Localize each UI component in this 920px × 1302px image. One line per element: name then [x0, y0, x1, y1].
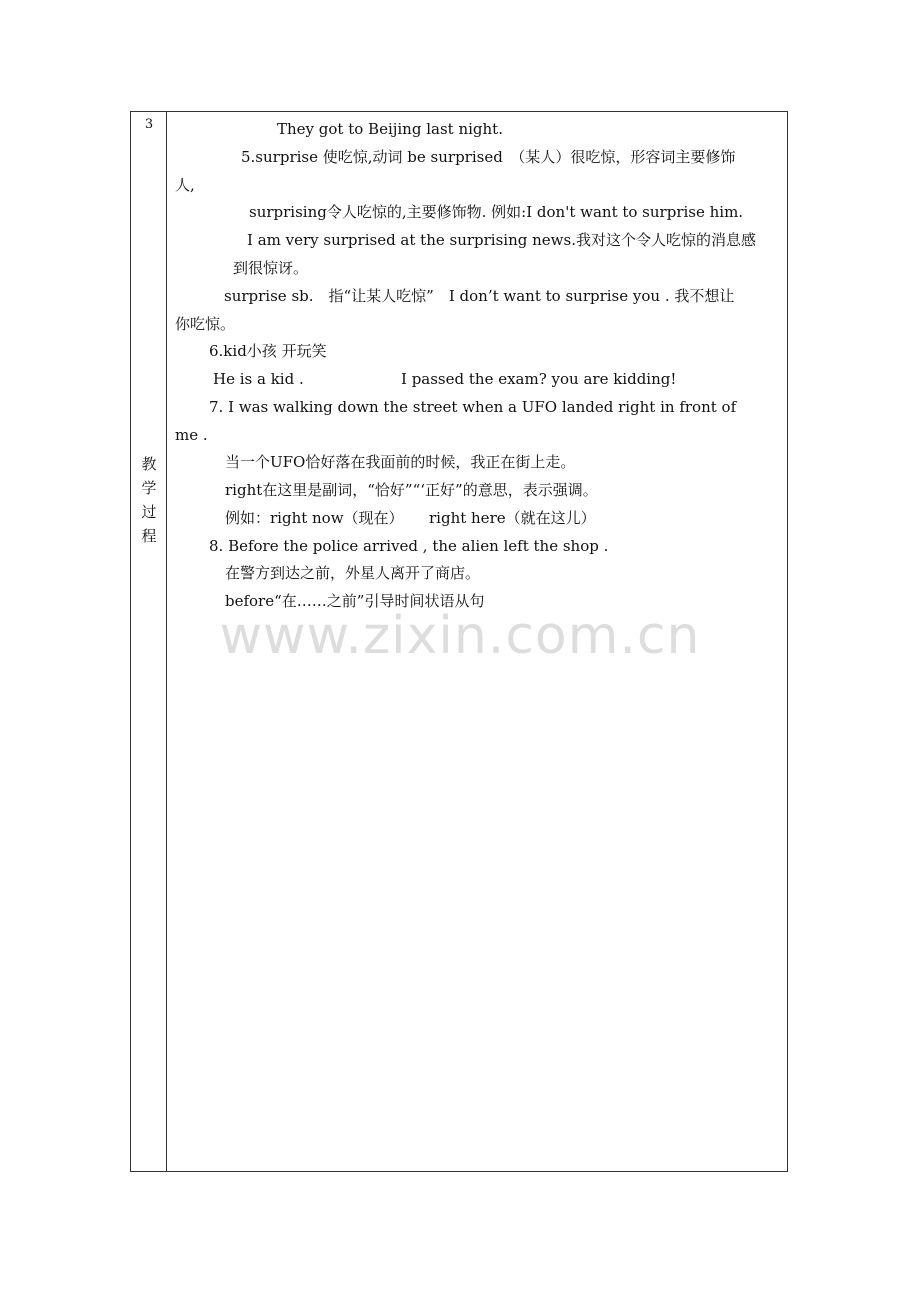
text-line: 当一个UFO恰好落在我面前的时候，我正在街上走。 — [225, 453, 576, 471]
text-line: right在这里是副词，“恰好”“‘正好”的意思，表示强调。 — [225, 481, 598, 499]
section-label-char: 学 — [141, 479, 157, 497]
text-line: He is a kid . — [213, 370, 304, 388]
text-line: 7. I was walking down the street when a UFO landed right in front of — [209, 398, 737, 416]
section-label-teaching-process — [131, 452, 167, 548]
section-label-char: 教 — [141, 455, 157, 473]
text-line: surprising令人吃惊的,主要修饰物. 例如:I don't want to surprise him. — [249, 203, 744, 221]
text-line: right here（就在这儿） — [429, 509, 596, 527]
text-line: 到很惊讶。 — [233, 259, 309, 277]
text-line: 例如：right now（现在） — [225, 509, 404, 527]
text-line: I am very surprised at the surprising news.我对这个令人吃惊的消息感 — [247, 231, 756, 249]
row-number: 3 — [144, 117, 154, 132]
text-line: before“在……之前”引导时间状语从句 — [225, 592, 485, 610]
text-line: They got to Beijing last night. — [277, 120, 503, 138]
text-line: 6.kid小孩 开玩笑 — [209, 342, 327, 360]
section-label-char: 程 — [141, 527, 157, 545]
text-line: surprise sb. 指“让某人吃惊” I don’t want to surprise you . 我不想让 — [224, 287, 735, 305]
text-line: me . — [175, 426, 208, 444]
text-line: I passed the exam? you are kidding! — [401, 370, 677, 388]
text-line: 8. Before the police arrived , the alien left the shop . — [209, 537, 609, 555]
watermark: www.zixin.com.cn — [219, 606, 701, 666]
text-line: 人, — [175, 176, 195, 194]
section-label-char: 过 — [141, 503, 157, 521]
text-line: 5.surprise 使吃惊,动词 be surprised （某人）很吃惊，形容词主要修饰 — [241, 148, 736, 166]
text-line: 你吃惊。 — [175, 315, 236, 333]
text-line: 在警方到达之前，外星人离开了商店。 — [225, 564, 481, 582]
